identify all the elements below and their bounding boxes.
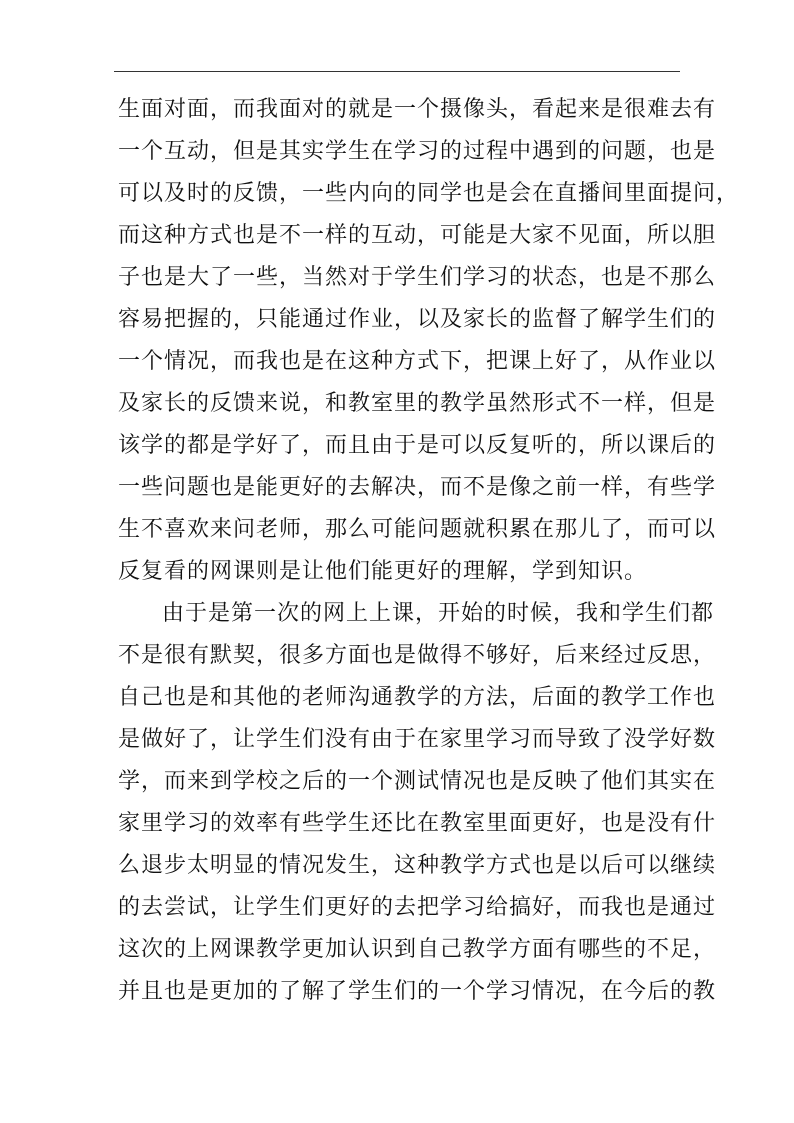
text-line: 可以及时的反馈，一些内向的同学也是会在直播间里面提问，: [118, 181, 740, 206]
text-line: 子也是大了一些，当然对于学生们学习的状态，也是不那么: [118, 265, 717, 290]
text-line: 一个情况，而我也是在这种方式下，把课上好了，从作业以: [118, 349, 717, 374]
text-line: 一些问题也是能更好的去解决，而不是像之前一样，有些学: [118, 475, 717, 500]
text-line: 自己也是和其他的老师沟通教学的方法，后面的教学工作也: [118, 685, 717, 710]
text-line: 学，而来到学校之后的一个测试情况也是反映了他们其实在: [118, 769, 717, 794]
text-line: 该学的都是学好了，而且由于是可以反复听的，所以课后的: [118, 433, 717, 458]
text-line: 这次的上网课教学更加认识到自己教学方面有哪些的不足，: [118, 937, 717, 962]
text-line: 生面对面，而我面对的就是一个摄像头，看起来是很难去有: [118, 97, 717, 122]
document-body: [118, 89, 740, 1013]
text-line: 反复看的网课则是让他们能更好的理解，学到知识。: [118, 559, 648, 584]
text-line: 而这种方式也是不一样的互动，可能是大家不见面，所以胆: [118, 223, 717, 248]
text-line: 的去尝试，让学生们更好的去把学习给搞好，而我也是通过: [118, 895, 717, 920]
text-line: 家里学习的效率有些学生还比在教室里面更好，也是没有什: [118, 811, 717, 836]
text-line: 生不喜欢来问老师，那么可能问题就积累在那儿了，而可以: [118, 517, 717, 542]
text-line: 一个互动，但是其实学生在学习的过程中遇到的问题，也是: [118, 139, 717, 164]
text-line: 容易把握的，只能通过作业，以及家长的监督了解学生们的: [118, 307, 717, 332]
text-line: 并且也是更加的了解了学生们的一个学习情况，在今后的教: [118, 979, 717, 1004]
text-line: 及家长的反馈来说，和教室里的教学虽然形式不一样，但是: [118, 391, 717, 416]
paragraph-first-line: 由于是第一次的网上上课，开始的时候，我和学生们都: [162, 601, 715, 626]
text-line: 是做好了，让学生们没有由于在家里学习而导致了没学好数: [118, 727, 717, 752]
text-line: 不是很有默契，很多方面也是做得不够好，后来经过反思，: [118, 643, 717, 668]
header-rule: [114, 71, 680, 72]
text-line: 么退步太明显的情况发生，这种教学方式也是以后可以继续: [118, 853, 717, 878]
